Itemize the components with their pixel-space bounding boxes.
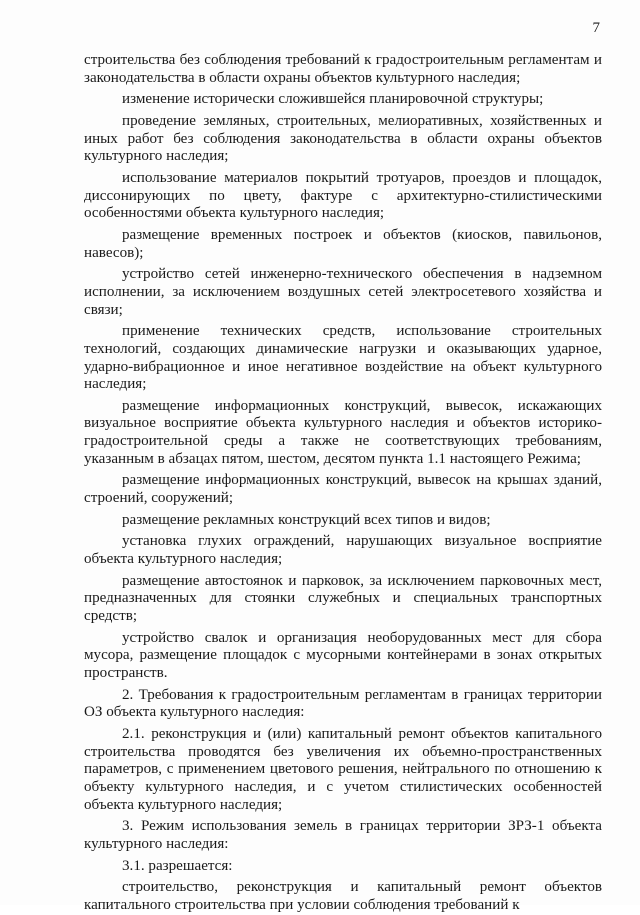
paragraph: изменение исторически сложившейся планировочной структуры; <box>122 91 544 108</box>
paragraph: размещение временных построек и объектов (киосков, павильонов, навесов); <box>84 226 602 261</box>
paragraph: размещение рекламных конструкций всех типов и видов; <box>122 511 491 528</box>
paragraph: размещение информационных конструкций, вывесок на крышах зданий, строений, сооружений; <box>84 472 602 507</box>
paragraph: проведение земляных, строительных, мелиоративных, хозяйственных и иных работ без соблюдения законодательства в области охраны объектов культурного наследия; <box>84 112 602 165</box>
document-body <box>84 52 602 915</box>
paragraph: размещение информационных конструкций, вывесок, искажающих визуальное восприятие объекта культурного наследия и объектов историко-градостроительной среды а также не соответствующих требованиям, указанным в абзацах пятом, шестом, десятом пункта 1.1 настоящего Режима; <box>84 397 602 467</box>
paragraph: использование материалов покрытий тротуаров, проездов и площадок, диссонирующих по цвету, фактуре с архитектурно-стилистическими особенностями объекта культурного наследия; <box>84 169 602 222</box>
paragraph: применение технических средств, использование строительных технологий, создающих динамические нагрузки и оказывающих ударное, ударно-вибрационное и иное негативное воздействие на объект культурного наследия; <box>84 323 602 393</box>
paragraph: 3.1. разрешается: <box>122 857 233 874</box>
paragraph: строительство, реконструкция и капитальный ремонт объектов капитального строительства при условии соблюдения требований к <box>84 879 602 913</box>
paragraph: устройство свалок и организация необорудованных мест для сбора мусора, размещение площадок с мусорными контейнерами в зонах открытых пространств. <box>84 629 602 681</box>
paragraph: строительства без соблюдения требований к градостроительным регламентам и законодательства в области охраны объектов культурного наследия; <box>84 52 602 86</box>
paragraph: установка глухих ограждений, нарушающих визуальное восприятие объекта культурного наследия; <box>84 533 602 568</box>
page-number: 7 <box>592 20 600 36</box>
paragraph: устройство сетей инженерно-технического обеспечения в надземном исполнении, за исключением воздушных сетей электросетевого хозяйства и связи; <box>84 266 602 318</box>
paragraph: 3. Режим использования земель в границах территории ЗРЗ-1 объекта культурного наследия: <box>84 818 602 852</box>
paragraph: размещение автостоянок и парковок, за исключением парковочных мест, предназначенных для стоянки служебных и специальных транспортных средств; <box>84 572 602 625</box>
paragraph: 2. Требования к градостроительным регламентам в границах территории ОЗ объекта культурного наследия: <box>84 686 602 721</box>
paragraph: 2.1. реконструкция и (или) капитальный ремонт объектов капитального строительства проводятся без увеличения их объемно-пространственных параметров, с применением цветового решения, нейтрального по отношению к объекту культурного наследия, и с учетом стилистических особенностей объекта культурного наследия; <box>84 725 602 813</box>
